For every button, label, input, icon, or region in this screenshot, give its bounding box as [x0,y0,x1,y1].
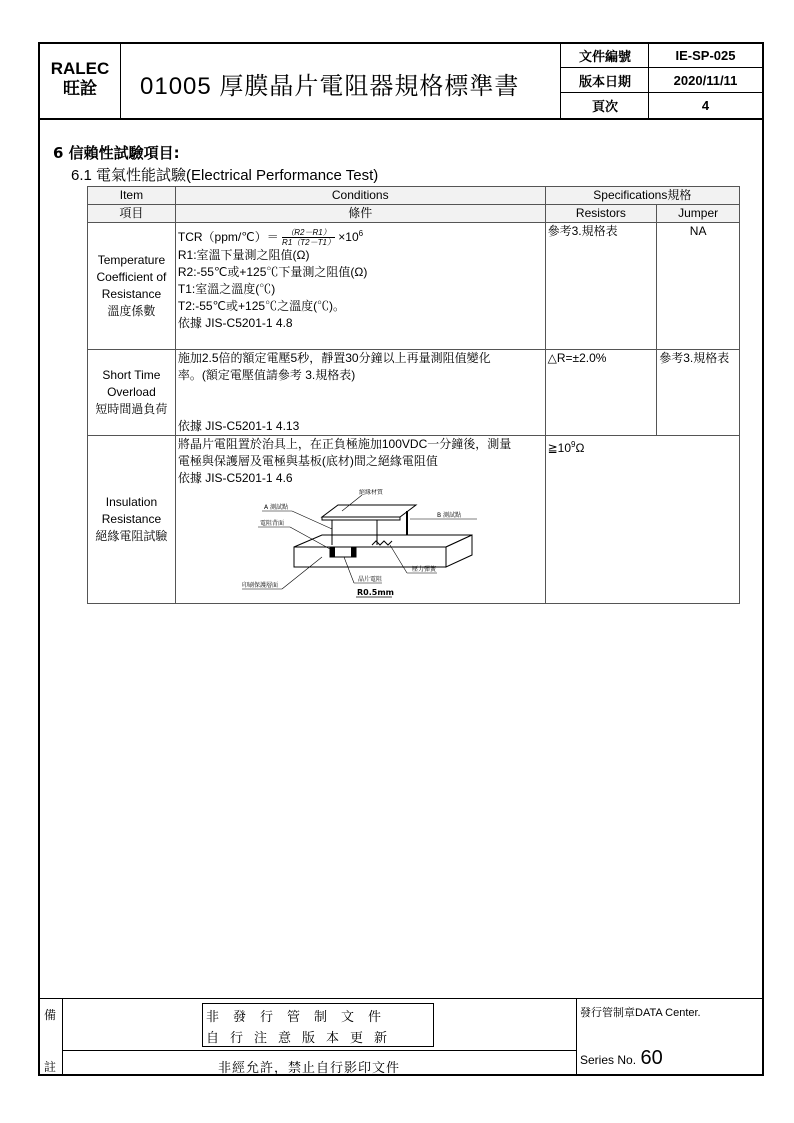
item-cell [88,436,176,604]
section-number: 6 [53,144,64,162]
header-resistors: Resistors [545,205,657,223]
header-item: Item [88,187,176,205]
item-cell [88,350,176,436]
version-date: 2020/11/11 [673,72,738,88]
notice-line-2: 自行注意版本更新 [206,1031,399,1046]
header-specifications: Specifications規格 [545,187,739,205]
item-name-en: Insulation [105,495,158,509]
footer-divider [576,998,577,1075]
condition-line: 率。(額定電壓值請參考 3.規格表) [177,368,356,382]
series-value: 60 [640,1047,663,1069]
conditions-cell [175,350,545,436]
label-b-test-point: B 測試點 [436,512,461,519]
label-chip-resistor: 晶片電阻 [357,576,382,583]
series-number [580,1047,663,1070]
subsection-title: 6.1 電氣性能試驗(Electrical Performance Test) [71,167,379,184]
tcr-formula: TCR（ppm/℃）＝ $\frac{(R2-R1)}{R1(T2-T1)}$ $\times 10^6$ [177,228,364,248]
chip-terminal [351,547,356,557]
table-header-row [88,205,740,223]
table-row [88,223,740,350]
item-name-zh: 短時間過負荷 [95,402,168,416]
item-name-en: Short Time [102,368,161,382]
item-name-en: Coefficient of [96,270,167,284]
condition-line: T2:-55℃或+125℃之溫度(℃)。 [177,299,346,314]
tcr-fraction: $\frac{(R2-R1)}{R1(T2-T1)}$ [282,228,335,248]
conditions-cell [175,223,545,350]
item-name-en: Resistance [101,512,162,526]
spec-jumper: 參考3.規格表 [657,350,740,436]
company-name-zh: 旺詮 [63,79,97,98]
table-row [88,436,740,604]
footer-top-line [38,998,764,999]
fixture-top [294,535,472,547]
item-name-en: Temperature [97,253,166,267]
spec-resistors: $≧10^9\Omega$ [545,436,739,604]
table-header-row [88,187,740,205]
label-a-test-point: A 測試點 [263,504,288,511]
section-heading: 信賴性試驗項目: [68,144,180,162]
item-cell [88,223,176,350]
condition-line: 電極與保護層及電極與基板(底材)間之絕緣電阻值 [177,454,438,468]
spec-jumper: NA [657,223,740,350]
note-label: 註 [44,1060,57,1074]
remark-label: 備 [44,1008,57,1022]
header-conditions: Conditions [175,187,545,205]
header-divider [560,42,561,118]
label-print-protection: 印刷保護層面 [241,582,278,589]
item-name-zh: 絕緣電阻試驗 [95,529,168,543]
series-label: Series No. [580,1053,637,1067]
insulator-edge [322,517,400,520]
condition-line: R2:-55℃或+125℃下量測之阻值(Ω) [177,265,368,280]
company-name-en: RALEC [50,59,110,78]
label-pressure-spring: 壓力彈簧 [411,566,436,573]
condition-line: 施加2.5倍的額定電壓5秒，靜置30分鐘以上再量測阻值變化 [177,351,491,365]
condition-reference: 依據 JIS-C5201-1 4.6 [177,471,293,485]
fixture-front [294,547,446,567]
conditions-cell [175,436,545,604]
doc-no-label: 文件編號 [578,50,631,65]
section-title [53,142,180,163]
insulation-test-diagram [232,489,492,601]
notice-line-1: 非發行管制文件 [206,1010,396,1025]
header-bottom-line [38,118,764,120]
spec-resistors: 參考3.規格表 [545,223,657,350]
company-logo [40,59,120,99]
header-jumper: Jumper [657,205,740,223]
header-item-zh: 項目 [88,205,176,223]
page-number: 4 [701,97,710,113]
footer-divider [62,998,63,1075]
notice-line-3: 非經允許，禁止自行影印文件 [218,1061,401,1076]
label-insulator: 絕緣材質 [358,489,383,496]
spec-resistors: △R=±2.0% [545,350,657,436]
doc-no: IE-SP-025 [675,48,736,63]
version-date-label: 版本日期 [578,74,631,90]
issue-stamp-label: 發行管制章DATA Center. [580,1007,701,1019]
header-conditions-zh: 條件 [175,205,545,223]
footer-row-line [62,1050,576,1051]
page-label: 頁次 [591,99,618,115]
item-name-en: Overload [107,385,156,399]
label-radius: R0.5mm [356,588,394,597]
condition-reference: 依據 JIS-C5201-1 4.13 [177,419,300,433]
chip-terminal [330,547,335,557]
table-row [88,350,740,436]
condition-line: 將晶片電阻置於治具上，在正負極施加100VDC一分鐘後，測量 [177,437,512,451]
condition-line: R1:室溫下量測之阻值(Ω) [177,248,310,263]
item-name-zh: 溫度係數 [107,304,156,318]
condition-line: T1:室溫之溫度(℃) [177,282,276,297]
header-divider [120,42,121,118]
label-electrode-face: 電阻背面 [259,520,284,527]
spec-table [87,186,740,604]
condition-reference: 依據 JIS-C5201-1 4.8 [177,316,293,331]
insulator-plate [322,505,416,517]
item-name-en: Resistance [101,287,162,301]
document-title: 01005 厚膜晶片電阻器規格標準書 [140,73,520,100]
